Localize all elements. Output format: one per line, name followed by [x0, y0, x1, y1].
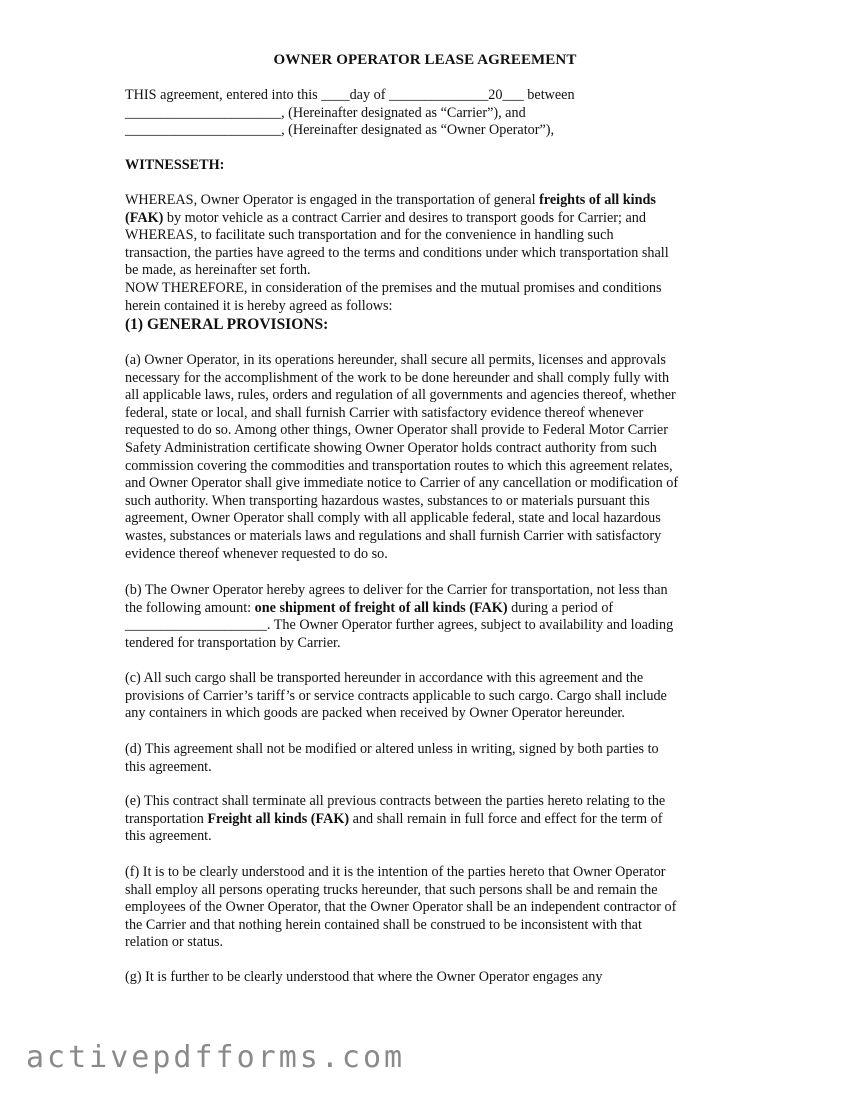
paragraph-line: all applicable laws, rules, orders and regulation of all governments and agencies thereof, whether [125, 387, 676, 404]
paragraph-line: shall employ all persons operating trucks hereunder, that such persons shall be and remain the [125, 881, 658, 898]
paragraph-line: the following amount: one shipment of freight of all kinds (FAK) during a period of [125, 599, 614, 616]
paragraph-line: and Owner Operator shall give immediate notice to Carrier of any cancellation or modification of [125, 475, 679, 492]
paragraph-line: employees of the Owner Operator, that the Owner Operator shall be an independent contractor of [125, 899, 677, 916]
paragraph-line: (g) It is further to be clearly understood that where the Owner Operator engages any [125, 969, 603, 985]
paragraph-line: necessary for the accomplishment of the work to be done hereunder and shall comply fully with [125, 369, 670, 386]
paragraph-line: any containers in which goods are packed when received by Owner Operator hereunder. [125, 705, 625, 722]
paragraph-line: (f) It is to be clearly understood and it is the intention of the parties hereto that Owner Operator [125, 864, 666, 880]
paragraph-line: requested to do so. Among other things, Owner Operator shall provide to Federal Motor Carrier [125, 422, 668, 439]
paragraph-line: provisions of Carrier’s tariff’s or service contracts applicable to such cargo. Cargo shall include [125, 687, 667, 704]
paragraph-e [125, 793, 725, 846]
paragraph-line: Safety Administration certificate showing Owner Operator holds contract authority from such [125, 439, 657, 456]
paragraph-line: (a) Owner Operator, in its operations hereunder, shall secure all permits, licenses and approvals [125, 352, 666, 368]
intro-line: ______________________, (Hereinafter designated as “Owner Operator”), [125, 122, 555, 139]
intro-paragraph [125, 87, 725, 140]
whereas-line: herein contained it is hereby agreed as follows: [125, 297, 393, 314]
intro-line: ______________________, (Hereinafter designated as “Carrier”), and [125, 104, 526, 121]
whereas-line: NOW THEREFORE, in consideration of the premises and the mutual promises and conditions [125, 279, 662, 296]
paragraph-line: relation or status. [125, 934, 224, 951]
paragraph-line: federal, state or local, and shall furnish Carrier with satisfactory evidence thereof whenever [125, 404, 644, 421]
section-heading-general-provisions: (1) GENERAL PROVISIONS: [125, 316, 329, 333]
paragraph-line: tendered for transportation by Carrier. [125, 634, 341, 651]
paragraph-line: ____________________. The Owner Operator further agrees, subject to availability and loading [125, 617, 674, 634]
paragraph-line: this agreement. [125, 758, 212, 775]
whereas-paragraph [125, 192, 725, 315]
paragraph-line: commission covering the commodities and transportation routes to which this agreement relates, [125, 457, 673, 474]
paragraph-line: wastes, substances or materials laws and regulations and shall furnish Carrier with satisfactory [125, 527, 662, 544]
document-title: OWNER OPERATOR LEASE AGREEMENT [273, 52, 577, 68]
paragraph-line: the Carrier and that nothing herein contained shall be construed to be inconsistent with that [125, 916, 642, 933]
paragraph-c [125, 670, 725, 723]
whereas-line: WHEREAS, Owner Operator is engaged in the transportation of general freights of all kinds [125, 192, 656, 208]
watermark-text: activepdfforms.com [26, 1040, 406, 1075]
intro-line: THIS agreement, entered into this ____day of ______________20___ between [125, 87, 575, 103]
paragraph-b [125, 582, 725, 652]
paragraph-line: such authority. When transporting hazardous wastes, substances to or materials pursuant this [125, 492, 650, 509]
paragraph-line: evidence thereof whenever requested to do so. [125, 545, 388, 562]
paragraph-line: (c) All such cargo shall be transported hereunder in accordance with this agreement and the [125, 670, 644, 686]
paragraph-line: (e) This contract shall terminate all previous contracts between the parties hereto relating to the [125, 793, 666, 809]
paragraph-a [125, 352, 725, 563]
paragraph-line: (d) This agreement shall not be modified or altered unless in writing, signed by both parties to [125, 741, 659, 757]
whereas-line: (FAK) by motor vehicle as a contract Carrier and desires to transport goods for Carrier; and [125, 209, 646, 226]
paragraph-line: (b) The Owner Operator hereby agrees to deliver for the Carrier for transportation, not less than [125, 582, 668, 598]
witnesseth-heading: WITNESSETH: [125, 157, 225, 173]
paragraph-g [125, 969, 725, 987]
whereas-line: WHEREAS, to facilitate such transportation and for the convenience in handling such [125, 227, 614, 244]
paragraph-line: transportation Freight all kinds (FAK) and shall remain in full force and effect for the term of [125, 810, 663, 827]
paragraph-f [125, 864, 725, 952]
paragraph-d [125, 741, 725, 776]
whereas-line: transaction, the parties have agreed to the terms and conditions under which transportation shall [125, 244, 669, 261]
whereas-line: be made, as hereinafter set forth. [125, 262, 311, 279]
paragraph-line: this agreement. [125, 828, 212, 845]
paragraph-line: agreement, Owner Operator shall comply with all applicable federal, state and local hazardous [125, 510, 661, 527]
